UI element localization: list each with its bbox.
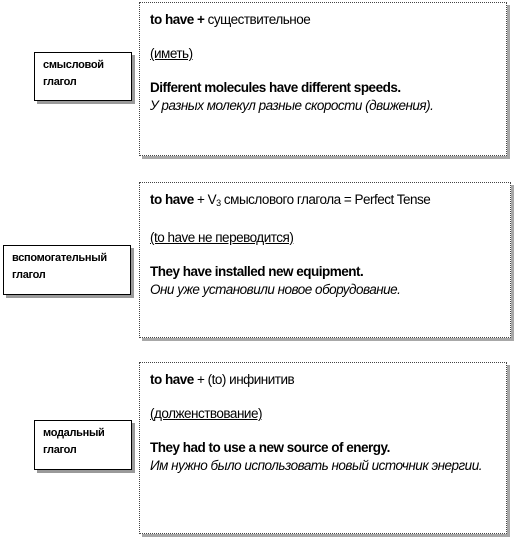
content-box-auxiliary (139, 182, 511, 338)
example-sentence: They had to use a new source of energy. (150, 440, 390, 455)
formula-rest: + V (193, 192, 217, 207)
meaning: (иметь) (150, 46, 193, 61)
label-line-1: модальный (43, 427, 105, 439)
formula-tail: смыслового глагола = Perfect Tense (220, 192, 431, 207)
label-line-1: смысловой (43, 59, 104, 71)
label-line-2: глагол (43, 444, 77, 456)
translation: Им нужно было использовать новый источник энергии. (150, 458, 482, 473)
label-semantic-verb (34, 52, 132, 101)
content-box-modal (139, 362, 507, 534)
translation: У разных молекул разные скорости (движения). (150, 98, 434, 113)
label-line-2: глагол (43, 76, 77, 88)
meaning: (долженствование) (150, 406, 262, 421)
translation: Они уже установили новое оборудование. (150, 282, 401, 297)
formula-bold: to have (150, 192, 194, 207)
formula-subscript: 3 (216, 198, 221, 208)
label-auxiliary-verb (3, 245, 131, 295)
content-box-semantic (139, 2, 507, 156)
label-modal-verb (34, 420, 132, 470)
formula-bold: to have (150, 372, 194, 387)
example-sentence: Different molecules have different speeds. (150, 80, 401, 95)
meaning: (to have не переводится) (150, 230, 294, 245)
formula-bold: to have + (150, 12, 205, 27)
label-line-2: глагол (12, 269, 46, 281)
label-line-1: вспомогательный (12, 252, 107, 264)
formula (150, 371, 498, 388)
formula-rest: существительное (204, 12, 311, 27)
formula (150, 11, 498, 28)
formula-rest: + (to) инфинитив (193, 372, 295, 387)
formula (150, 191, 502, 212)
example-sentence: They have installed new equipment. (150, 264, 364, 279)
